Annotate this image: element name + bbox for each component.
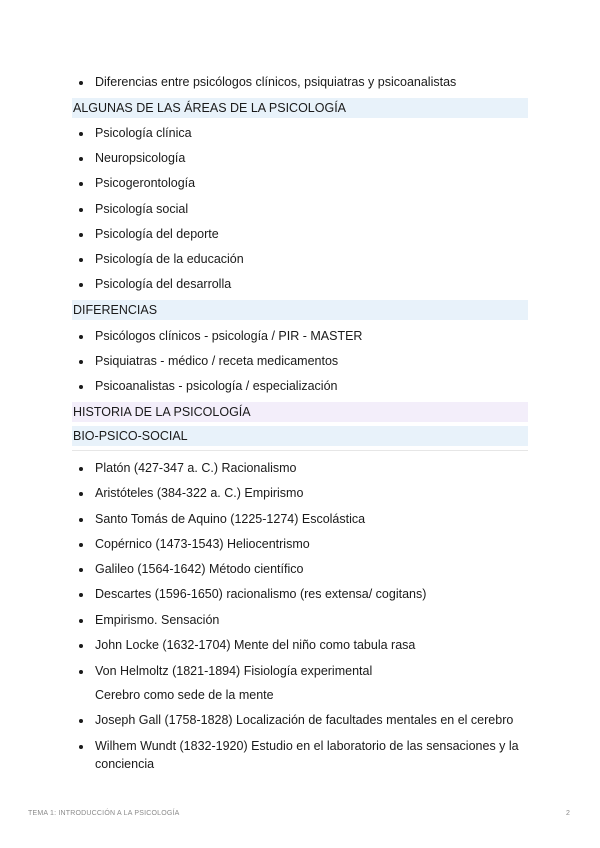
section-heading-diferencias: DIFERENCIAS	[72, 300, 528, 320]
list-item: Psicólogos clínicos - psicología / PIR - MASTER	[72, 327, 551, 345]
list-item: Empirismo. Sensación	[72, 611, 551, 629]
page-number: 2	[566, 810, 570, 817]
list-item: Psicología social	[72, 200, 551, 218]
list-item: Joseph Gall (1758-1828) Localización de facultades mentales en el cerebro	[72, 711, 551, 729]
list-item: Galileo (1564-1642) Método científico	[72, 560, 551, 578]
list-item: Wilhem Wundt (1832-1920) Estudio en el laboratorio de las sensaciones y la conciencia	[72, 737, 551, 773]
list-item-continuation: Cerebro como sede de la mente	[95, 688, 274, 702]
list-item: Psicogerontología	[72, 174, 551, 192]
list-item: Descartes (1596-1650) racionalismo (res extensa/ cogitans)	[72, 585, 551, 603]
list-item: Psicología de la educación	[72, 250, 551, 268]
list-item: Psicoanalistas - psicología / especialización	[72, 377, 551, 395]
list-item: Aristóteles (384-322 a. C.) Empirismo	[72, 484, 551, 502]
list-item: Diferencias entre psicólogos clínicos, psiquiatras y psicoanalistas	[72, 73, 528, 91]
list-item: Psicología del deporte	[72, 225, 551, 243]
section-heading-historia: HISTORIA DE LA PSICOLOGÍA	[72, 402, 528, 422]
list-item: Psicología clínica	[72, 124, 551, 142]
list-item: Von Helmoltz (1821-1894) Fisiología experimental	[72, 662, 551, 680]
list-item: Psicología del desarrolla	[72, 275, 551, 293]
section-heading-areas: ALGUNAS DE LAS ÁREAS DE LA PSICOLOGÍA	[72, 98, 528, 118]
intro-list	[72, 73, 528, 91]
list-item: Santo Tomás de Aquino (1225-1274) Escolástica	[72, 510, 551, 528]
list-item: Psiquiatras - médico / receta medicamentos	[72, 352, 551, 370]
list-item: Neuropsicología	[72, 149, 551, 167]
footer-title: TEMA 1: INTRODUCCIÓN A LA PSICOLOGÍA	[28, 810, 180, 817]
section-divider	[72, 450, 528, 451]
list-item: Copérnico (1473-1543) Heliocentrismo	[72, 535, 551, 553]
list-item: Platón (427-347 a. C.) Racionalismo	[72, 459, 551, 477]
section-heading-bio: BIO-PSICO-SOCIAL	[72, 426, 528, 446]
list-item: John Locke (1632-1704) Mente del niño como tabula rasa	[72, 636, 551, 654]
